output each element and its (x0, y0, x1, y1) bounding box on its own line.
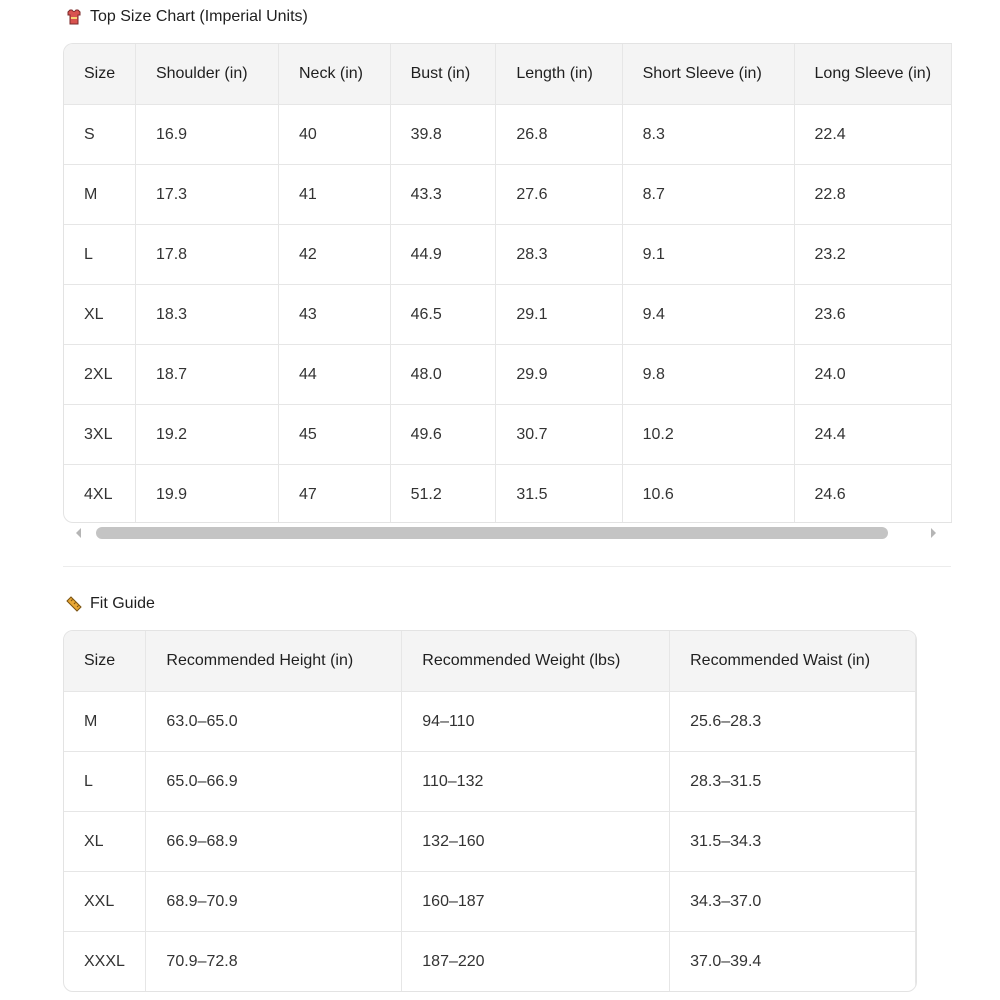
table-cell: 16.9 (135, 105, 278, 165)
table-cell: 9.4 (622, 285, 794, 345)
ruler-icon (64, 594, 84, 614)
table-cell: 4XL (64, 465, 135, 524)
table-row (64, 692, 916, 752)
table-row (64, 405, 952, 465)
column-header: Size (64, 631, 146, 692)
column-header: Size (64, 44, 135, 105)
table-cell: 22.4 (794, 105, 951, 165)
table-cell: 66.9–68.9 (146, 812, 402, 872)
table-cell: 30.7 (496, 405, 622, 465)
table-cell: 8.7 (622, 165, 794, 225)
fit-guide-title: Fit Guide (90, 595, 155, 612)
table-cell: 31.5–34.3 (670, 812, 916, 872)
table-row (64, 932, 916, 992)
scroll-right-arrow-icon[interactable] (931, 528, 936, 538)
table-cell: 48.0 (390, 345, 496, 405)
table-cell: 41 (279, 165, 391, 225)
table-cell: 29.1 (496, 285, 622, 345)
column-header: Long Sleeve (in) (794, 44, 951, 105)
table-cell: 3XL (64, 405, 135, 465)
table-cell: 23.2 (794, 225, 951, 285)
table-cell: 47 (279, 465, 391, 524)
table-row (64, 165, 952, 225)
table-row (64, 812, 916, 872)
table-cell: 42 (279, 225, 391, 285)
table-cell: 110–132 (402, 752, 670, 812)
column-header: Recommended Weight (lbs) (402, 631, 670, 692)
table-cell: 17.3 (135, 165, 278, 225)
table-cell: 68.9–70.9 (146, 872, 402, 932)
header-row (64, 44, 952, 105)
table-cell: 23.6 (794, 285, 951, 345)
table-cell: 19.9 (135, 465, 278, 524)
fit-guide-heading (64, 594, 155, 614)
table-cell: 24.4 (794, 405, 951, 465)
table-cell: 22.8 (794, 165, 951, 225)
table-cell: 94–110 (402, 692, 670, 752)
header-row (64, 631, 916, 692)
horizontal-scrollbar[interactable] (63, 522, 951, 546)
table-row (64, 752, 916, 812)
table-row (64, 872, 916, 932)
column-header: Shoulder (in) (135, 44, 278, 105)
size-chart-table-container[interactable] (63, 43, 952, 523)
table-cell: 44.9 (390, 225, 496, 285)
table-cell: 24.6 (794, 465, 951, 524)
table-row (64, 345, 952, 405)
table-cell: 28.3–31.5 (670, 752, 916, 812)
table-row (64, 225, 952, 285)
table-cell: 10.2 (622, 405, 794, 465)
scroll-left-arrow-icon[interactable] (76, 528, 81, 538)
table-row (64, 285, 952, 345)
column-header: Recommended Height (in) (146, 631, 402, 692)
table-cell: 187–220 (402, 932, 670, 992)
table-cell: M (64, 165, 135, 225)
table-cell: 43.3 (390, 165, 496, 225)
table-cell: S (64, 105, 135, 165)
size-chart-table (64, 44, 952, 523)
table-cell: 18.3 (135, 285, 278, 345)
table-cell: XXXL (64, 932, 146, 992)
table-cell: 2XL (64, 345, 135, 405)
table-cell: 8.3 (622, 105, 794, 165)
fit-guide-table (64, 631, 916, 991)
fit-guide-table-container (63, 630, 917, 992)
table-cell: 63.0–65.0 (146, 692, 402, 752)
table-cell: 70.9–72.8 (146, 932, 402, 992)
table-cell: 39.8 (390, 105, 496, 165)
table-cell: 29.9 (496, 345, 622, 405)
table-cell: 34.3–37.0 (670, 872, 916, 932)
table-cell: XXL (64, 872, 146, 932)
table-cell: 26.8 (496, 105, 622, 165)
table-cell: L (64, 225, 135, 285)
table-cell: 132–160 (402, 812, 670, 872)
table-row (64, 105, 952, 165)
table-cell: 27.6 (496, 165, 622, 225)
column-header: Short Sleeve (in) (622, 44, 794, 105)
table-cell: 51.2 (390, 465, 496, 524)
table-cell: 31.5 (496, 465, 622, 524)
table-row (64, 465, 952, 524)
table-cell: 25.6–28.3 (670, 692, 916, 752)
table-cell: M (64, 692, 146, 752)
table-cell: 37.0–39.4 (670, 932, 916, 992)
column-header: Length (in) (496, 44, 622, 105)
column-header: Neck (in) (279, 44, 391, 105)
section-divider (63, 566, 951, 567)
table-cell: 45 (279, 405, 391, 465)
scrollbar-thumb[interactable] (96, 527, 888, 539)
table-cell: XL (64, 285, 135, 345)
table-cell: 46.5 (390, 285, 496, 345)
table-cell: 9.8 (622, 345, 794, 405)
column-header: Bust (in) (390, 44, 496, 105)
column-header: Recommended Waist (in) (670, 631, 916, 692)
table-cell: 49.6 (390, 405, 496, 465)
table-cell: 17.8 (135, 225, 278, 285)
table-cell: 9.1 (622, 225, 794, 285)
table-cell: 18.7 (135, 345, 278, 405)
table-cell: L (64, 752, 146, 812)
table-cell: XL (64, 812, 146, 872)
table-cell: 19.2 (135, 405, 278, 465)
table-cell: 44 (279, 345, 391, 405)
size-chart-heading (64, 7, 308, 27)
table-cell: 40 (279, 105, 391, 165)
table-cell: 10.6 (622, 465, 794, 524)
table-cell: 160–187 (402, 872, 670, 932)
size-chart-title: Top Size Chart (Imperial Units) (90, 8, 308, 25)
table-cell: 65.0–66.9 (146, 752, 402, 812)
shirt-icon (64, 7, 84, 27)
table-cell: 43 (279, 285, 391, 345)
table-cell: 28.3 (496, 225, 622, 285)
table-cell: 24.0 (794, 345, 951, 405)
